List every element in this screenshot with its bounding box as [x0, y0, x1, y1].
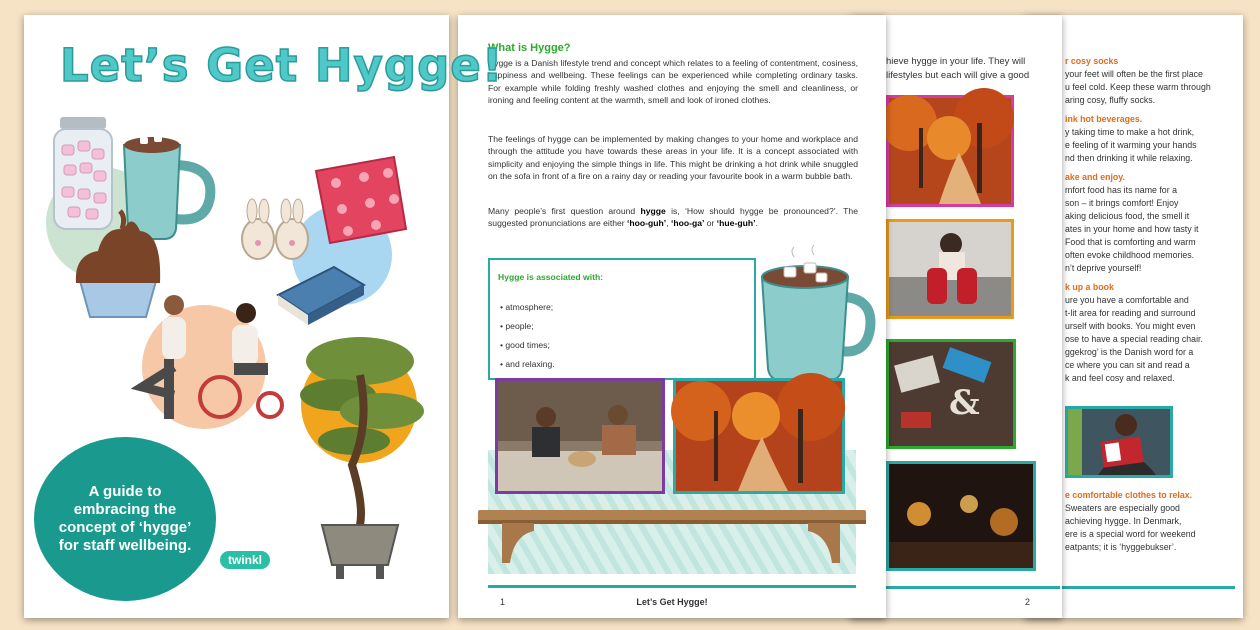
section-heading: ink hot beverages.: [1065, 114, 1143, 124]
section-heading: e comfortable clothes to relax.: [1065, 490, 1193, 500]
cover-page: [24, 15, 504, 618]
text-line: y taking time to make a hot drink,: [1065, 127, 1195, 137]
text-line: often evoke childhood memories.: [1065, 250, 1195, 260]
text-line: t-lit area for reading and surround: [1065, 308, 1196, 318]
box-title: Hygge is associated with:: [498, 272, 604, 282]
hot-chocolate-mug-icon: [754, 247, 876, 387]
text-line: aring cosy, fluffy socks.: [1065, 95, 1156, 105]
text-line: achieving hygge. In Denmark,: [1065, 516, 1182, 526]
autumn-path-photo: [886, 95, 1014, 207]
list-item: • atmosphere;: [500, 302, 555, 321]
text-line: your feet will often be the first place: [1065, 69, 1203, 79]
woman-socks-photo: [886, 219, 1014, 319]
cover-title: Let’s Get Hygge!: [60, 39, 504, 92]
text-line: ure you have a comfortable and: [1065, 295, 1189, 305]
shelf-bracket-left: [498, 523, 538, 565]
text-line: aking delicious food, the smell it: [1065, 211, 1190, 221]
hot-chocolate-mug-icon: [124, 135, 210, 239]
bottom-section: [1065, 489, 1235, 554]
footer-rule: [488, 585, 856, 588]
bunny-slippers-icon: [242, 199, 308, 259]
page-number: 2: [1025, 597, 1031, 607]
letters-photo: [886, 339, 1016, 449]
associations-list: [500, 302, 555, 378]
text-line: nd then drinking it while relaxing.: [1065, 153, 1193, 163]
section-heading: What is Hygge?: [488, 42, 571, 54]
star-cushion-icon: [316, 157, 406, 243]
cover-subtitle-badge: [34, 437, 216, 601]
text-line: ce where you can sit and read a: [1065, 360, 1190, 370]
section-heading: r cosy socks: [1065, 56, 1119, 66]
text-line: son – it brings comfort! Enjoy: [1065, 198, 1179, 208]
text-line: ggekrog’ is the Danish word for a: [1065, 347, 1194, 357]
text-line: e feeling of it warming your hands: [1065, 140, 1197, 150]
list-item: • and relaxing.: [500, 359, 555, 378]
text-line: ates in your home and how tasty it: [1065, 224, 1199, 234]
text-line: u feel cold. Keep these warm through: [1065, 82, 1211, 92]
text-line: mfort food has its name for a: [1065, 185, 1177, 195]
text-line: lifestyles but each will give a good: [886, 70, 1030, 81]
list-item: • good times;: [500, 340, 555, 359]
associations-box: [488, 258, 756, 380]
text-line: Food that is comforting and warm: [1065, 237, 1196, 247]
list-item: • people;: [500, 321, 555, 340]
section-heading: k up a book: [1065, 282, 1114, 292]
page-front: [458, 15, 886, 618]
text-line: urself with books. You might even: [1065, 321, 1196, 331]
page-back-text: [1065, 55, 1235, 385]
candles-photo: [886, 461, 1036, 571]
twinkl-logo: twinkl: [220, 551, 270, 569]
autumn-forest-photo: [673, 378, 845, 494]
reading-man-photo: [1065, 406, 1173, 478]
text-line: hieve hygge in your life. They will: [886, 56, 1026, 67]
paragraph: The feelings of hygge can be implemented by making changes to your home and workplace and through the attitude you have towards these areas in your life. It is a concept associated with simplicity and enjoying the simple things in life. This might be drinking a hot drink while snuggled on the sofa in front of a fire on a rainy day or reading your favourite book in a warm bubble bath.: [488, 134, 858, 182]
page-middle-text: [886, 55, 1056, 83]
paragraph: Hygge is a Danish lifestyle trend and concept which relates to a feeling of contentment, cosiness, happiness and wellbeing. These feelings can be experienced while completing ordinary tasks. For example while folding freshly washed clothes and enjoying the smell and cleanliness, or ironing and feeling content at the warmth, smell and look of ironed clothes.: [488, 58, 858, 106]
cover-subtitle: A guide to embracing the concept of ‘hygge’ for staff wellbeing.: [58, 483, 192, 554]
footer-rule: [880, 586, 1060, 589]
couple-dog-photo: [495, 378, 665, 494]
paragraph: Many people’s first question around hygge is, ‘How should hygge be pronounced?’. The suggested pronunciations are either ‘hoo-guh’, ‘hoo-ga’ or ‘hue-guh’.: [488, 206, 858, 229]
page-number: 1: [500, 597, 506, 607]
text-line: eatpants; it is ‘hyggebukser’.: [1065, 542, 1177, 552]
text-line: k and feel cosy and relaxed.: [1065, 373, 1175, 383]
shelf-bracket-right: [804, 523, 844, 565]
section-heading: ake and enjoy.: [1065, 172, 1125, 182]
svg-text:&: &: [949, 383, 980, 423]
footer-title: Let’s Get Hygge!: [636, 597, 708, 607]
footer-rule: [1057, 586, 1235, 589]
text-line: ose to have a special reading chair.: [1065, 334, 1203, 344]
text-line: n’t deprive yourself!: [1065, 263, 1142, 273]
text-line: ere is a special word for weekend: [1065, 529, 1196, 539]
text-line: Sweaters are especially good: [1065, 503, 1180, 513]
marshmallow-jar-icon: [54, 117, 112, 229]
